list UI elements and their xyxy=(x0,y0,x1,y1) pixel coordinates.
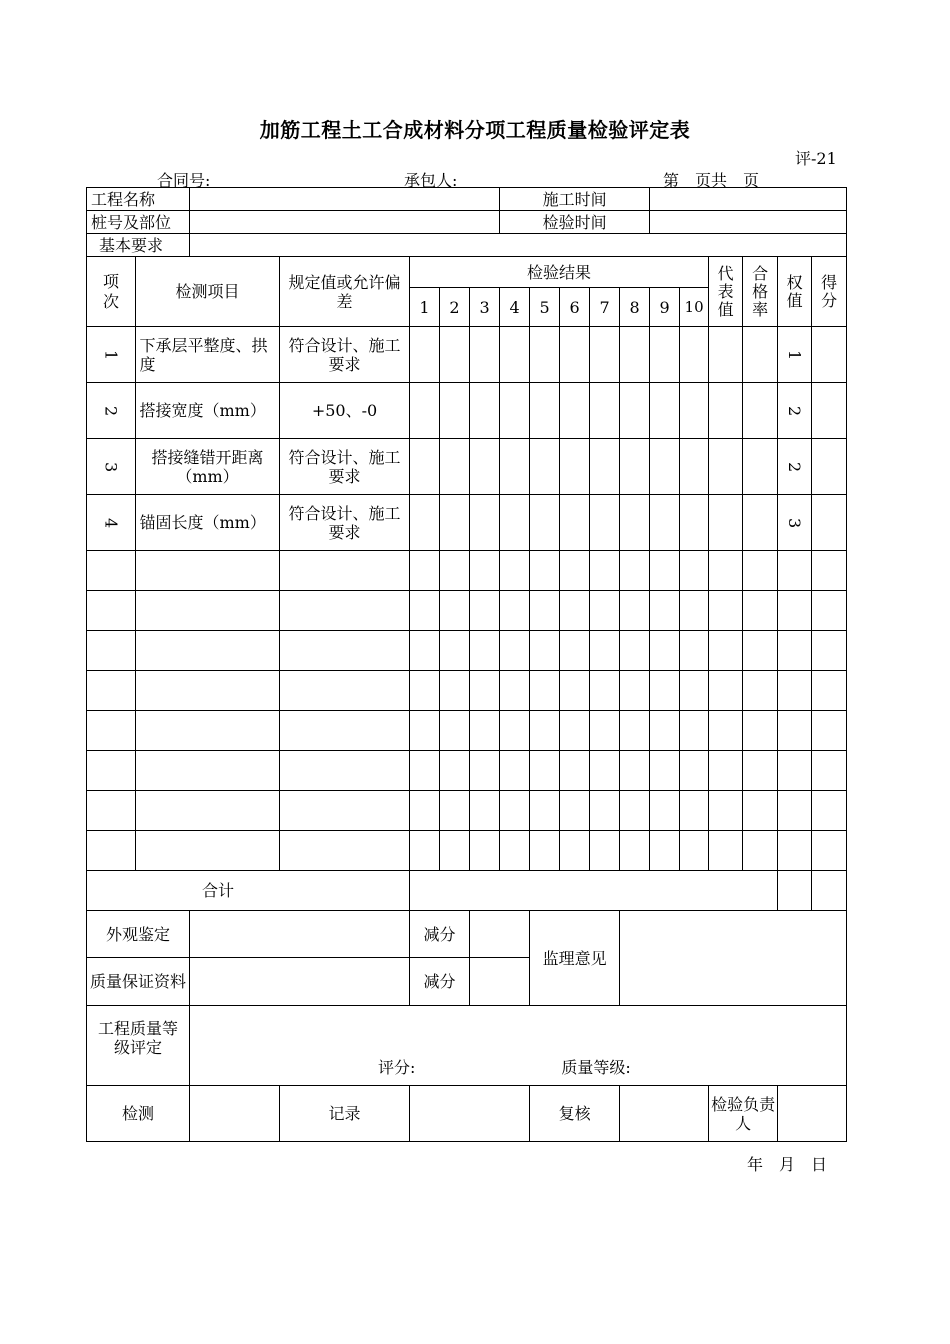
item-no-cell xyxy=(87,591,136,631)
weight-cell xyxy=(778,791,812,831)
item-spec-cell: 符合设计、施工要求 xyxy=(280,439,410,495)
result-cell[interactable] xyxy=(500,751,530,791)
rating-label: 评分: xyxy=(378,1058,416,1077)
total-results[interactable] xyxy=(410,871,778,911)
result-cell[interactable] xyxy=(560,711,590,751)
result-cell[interactable] xyxy=(590,631,620,671)
result-cell[interactable] xyxy=(560,631,590,671)
item-spec-cell xyxy=(280,751,410,791)
score-cell[interactable] xyxy=(812,383,847,439)
result-cell[interactable] xyxy=(410,495,440,551)
weight-cell xyxy=(778,751,812,791)
representative-value-cell[interactable] xyxy=(709,751,743,791)
representative-value-cell[interactable] xyxy=(709,631,743,671)
reviewer-label: 复核 xyxy=(530,1086,620,1142)
pass-rate-cell[interactable] xyxy=(743,711,778,751)
item-spec-cell: 符合设计、施工要求 xyxy=(280,327,410,383)
result-cell[interactable] xyxy=(470,831,500,871)
result-cell[interactable] xyxy=(680,383,709,439)
result-cell[interactable] xyxy=(680,791,709,831)
result-cell[interactable] xyxy=(620,711,650,751)
table-row xyxy=(87,631,847,671)
table-row xyxy=(87,551,847,591)
result-cell[interactable] xyxy=(440,791,470,831)
score-cell[interactable] xyxy=(812,495,847,551)
result-cell[interactable] xyxy=(680,551,709,591)
result-cell[interactable] xyxy=(620,495,650,551)
result-column-header: 6 xyxy=(560,288,590,327)
result-cell[interactable] xyxy=(530,711,560,751)
table-row xyxy=(87,439,847,495)
result-cell[interactable] xyxy=(590,591,620,631)
table-row xyxy=(87,327,847,383)
score-cell[interactable] xyxy=(812,711,847,751)
item-no-cell: 1 xyxy=(87,327,136,383)
appearance-value[interactable] xyxy=(190,911,410,958)
item-name-cell xyxy=(136,831,280,871)
item-no-header: 项次 xyxy=(87,257,136,327)
result-cell[interactable] xyxy=(560,439,590,495)
score-cell[interactable] xyxy=(812,751,847,791)
table-row xyxy=(87,495,847,551)
result-column-header: 10 xyxy=(680,288,709,327)
result-cell[interactable] xyxy=(500,439,530,495)
result-cell[interactable] xyxy=(440,751,470,791)
result-cell[interactable] xyxy=(620,831,650,871)
score-header: 得分 xyxy=(812,257,847,327)
result-cell[interactable] xyxy=(440,671,470,711)
result-column-header: 2 xyxy=(440,288,470,327)
result-cell[interactable] xyxy=(560,383,590,439)
result-cell[interactable] xyxy=(410,791,440,831)
result-cell[interactable] xyxy=(590,327,620,383)
item-spec-cell xyxy=(280,831,410,871)
quality-grade-label: 质量等级: xyxy=(561,1058,631,1077)
result-cell[interactable] xyxy=(680,831,709,871)
result-cell[interactable] xyxy=(650,439,680,495)
score-cell[interactable] xyxy=(812,591,847,631)
item-spec-cell xyxy=(280,791,410,831)
item-no-cell xyxy=(87,631,136,671)
construction-time-label: 施工时间 xyxy=(500,188,650,211)
inspection-time-value[interactable] xyxy=(650,211,847,234)
result-cell[interactable] xyxy=(650,711,680,751)
recorder-label: 记录 xyxy=(280,1086,410,1142)
pass-rate-cell[interactable] xyxy=(743,383,778,439)
item-name-cell xyxy=(136,671,280,711)
representative-value-cell[interactable] xyxy=(709,711,743,751)
result-cell[interactable] xyxy=(650,327,680,383)
weight-cell: 1 xyxy=(778,327,812,383)
result-cell[interactable] xyxy=(500,791,530,831)
representative-value-cell[interactable] xyxy=(709,551,743,591)
result-cell[interactable] xyxy=(530,831,560,871)
result-cell[interactable] xyxy=(680,495,709,551)
pass-rate-cell[interactable] xyxy=(743,327,778,383)
result-cell[interactable] xyxy=(440,831,470,871)
result-cell[interactable] xyxy=(650,751,680,791)
item-no-cell xyxy=(87,671,136,711)
representative-value-cell[interactable] xyxy=(709,327,743,383)
result-cell[interactable] xyxy=(650,671,680,711)
tester-value[interactable] xyxy=(190,1086,280,1142)
date-line: 年 月 日 xyxy=(747,1155,828,1174)
pass-rate-cell[interactable] xyxy=(743,791,778,831)
representative-value-cell[interactable] xyxy=(709,495,743,551)
result-cell[interactable] xyxy=(410,831,440,871)
item-no-cell: 2 xyxy=(87,383,136,439)
result-cell[interactable] xyxy=(560,495,590,551)
result-cell[interactable] xyxy=(440,383,470,439)
score-cell[interactable] xyxy=(812,791,847,831)
result-cell[interactable] xyxy=(470,631,500,671)
result-cell[interactable] xyxy=(500,327,530,383)
result-cell[interactable] xyxy=(410,551,440,591)
result-cell[interactable] xyxy=(680,751,709,791)
representative-value-cell[interactable] xyxy=(709,383,743,439)
result-cell[interactable] xyxy=(560,751,590,791)
basic-requirements-label: 基本要求 xyxy=(87,234,190,257)
representative-value-cell[interactable] xyxy=(709,591,743,631)
item-name-cell xyxy=(136,751,280,791)
score-cell[interactable] xyxy=(812,631,847,671)
item-name-cell xyxy=(136,711,280,751)
result-cell[interactable] xyxy=(560,671,590,711)
result-cell[interactable] xyxy=(500,591,530,631)
weight-cell xyxy=(778,631,812,671)
item-no-cell xyxy=(87,791,136,831)
result-cell[interactable] xyxy=(470,591,500,631)
result-cell[interactable] xyxy=(620,671,650,711)
form-title: 加筋工程土工合成材料分项工程质量检验评定表 xyxy=(259,118,691,142)
project-name-label: 工程名称 xyxy=(87,188,190,211)
result-cell[interactable] xyxy=(470,495,500,551)
result-cell[interactable] xyxy=(470,751,500,791)
contract-no-label: 合同号: xyxy=(157,171,211,190)
result-cell[interactable] xyxy=(500,631,530,671)
result-cell[interactable] xyxy=(440,631,470,671)
result-cell[interactable] xyxy=(590,551,620,591)
result-cell[interactable] xyxy=(530,791,560,831)
weight-cell: 3 xyxy=(778,495,812,551)
result-cell[interactable] xyxy=(590,495,620,551)
station-location-value[interactable] xyxy=(190,211,500,234)
result-cell[interactable] xyxy=(470,791,500,831)
pass-rate-cell[interactable] xyxy=(743,751,778,791)
weight-cell xyxy=(778,711,812,751)
item-spec-cell xyxy=(280,551,410,591)
supervisor-opinion-label: 监理意见 xyxy=(530,911,620,1006)
result-cell[interactable] xyxy=(590,791,620,831)
representative-value-header: 代表值 xyxy=(709,257,743,327)
recorder-value[interactable] xyxy=(410,1086,530,1142)
score-cell[interactable] xyxy=(812,831,847,871)
page-info: 第 页共 页 xyxy=(663,171,760,190)
result-cell[interactable] xyxy=(620,383,650,439)
result-cell[interactable] xyxy=(410,671,440,711)
pass-rate-cell[interactable] xyxy=(743,671,778,711)
result-cell[interactable] xyxy=(680,439,709,495)
quality-docs-label: 质量保证资料 xyxy=(87,958,190,1006)
result-cell[interactable] xyxy=(620,751,650,791)
result-cell[interactable] xyxy=(590,439,620,495)
item-name-cell: 锚固长度（mm） xyxy=(136,495,280,551)
check-item-header: 检测项目 xyxy=(136,257,280,327)
result-cell[interactable] xyxy=(410,751,440,791)
result-cell[interactable] xyxy=(590,831,620,871)
pass-rate-cell[interactable] xyxy=(743,551,778,591)
result-cell[interactable] xyxy=(440,439,470,495)
result-cell[interactable] xyxy=(620,439,650,495)
result-cell[interactable] xyxy=(650,383,680,439)
item-no-cell: 3 xyxy=(87,439,136,495)
project-name-value[interactable] xyxy=(190,188,500,211)
weight-cell xyxy=(778,591,812,631)
weight-cell xyxy=(778,551,812,591)
item-spec-cell: +50、-0 xyxy=(280,383,410,439)
weight-cell: 2 xyxy=(778,383,812,439)
result-cell[interactable] xyxy=(650,495,680,551)
item-spec-cell xyxy=(280,711,410,751)
representative-value-cell[interactable] xyxy=(709,791,743,831)
result-cell[interactable] xyxy=(680,591,709,631)
weight-cell xyxy=(778,831,812,871)
result-cell[interactable] xyxy=(410,631,440,671)
result-cell[interactable] xyxy=(620,551,650,591)
result-column-header: 4 xyxy=(500,288,530,327)
form-code: 评-21 xyxy=(795,149,837,168)
contractor-label: 承包人: xyxy=(404,171,458,190)
result-cell[interactable] xyxy=(530,751,560,791)
result-cell[interactable] xyxy=(680,631,709,671)
result-cell[interactable] xyxy=(500,495,530,551)
table-row xyxy=(87,831,847,871)
station-location-label: 桩号及部位 xyxy=(87,211,190,234)
result-cell[interactable] xyxy=(470,551,500,591)
score-cell[interactable] xyxy=(812,327,847,383)
score-cell[interactable] xyxy=(812,551,847,591)
result-cell[interactable] xyxy=(620,791,650,831)
basic-requirements-value[interactable] xyxy=(190,234,847,257)
result-cell[interactable] xyxy=(650,591,680,631)
result-column-header: 9 xyxy=(650,288,680,327)
result-cell[interactable] xyxy=(530,631,560,671)
result-cell[interactable] xyxy=(560,791,590,831)
result-column-header: 5 xyxy=(530,288,560,327)
table-row xyxy=(87,671,847,711)
table-row xyxy=(87,751,847,791)
result-cell[interactable] xyxy=(650,791,680,831)
table-row xyxy=(87,383,847,439)
result-column-header: 7 xyxy=(590,288,620,327)
item-no-cell xyxy=(87,711,136,751)
item-name-cell xyxy=(136,551,280,591)
result-cell[interactable] xyxy=(530,495,560,551)
deduction-value-2[interactable] xyxy=(470,958,530,1006)
table-row xyxy=(87,591,847,631)
result-cell[interactable] xyxy=(560,551,590,591)
score-cell[interactable] xyxy=(812,439,847,495)
item-no-cell: 4 xyxy=(87,495,136,551)
result-cell[interactable] xyxy=(470,439,500,495)
quality-grade-eval-label: 工程质量等级评定 xyxy=(87,1006,190,1086)
supervisor-opinion-value[interactable] xyxy=(620,911,847,1006)
item-spec-cell: 符合设计、施工要求 xyxy=(280,495,410,551)
item-name-cell: 下承层平整度、拱度 xyxy=(136,327,280,383)
result-cell[interactable] xyxy=(680,327,709,383)
inspection-leader-label: 检验负责人 xyxy=(709,1086,778,1142)
representative-value-cell[interactable] xyxy=(709,671,743,711)
item-spec-cell xyxy=(280,631,410,671)
result-cell[interactable] xyxy=(500,551,530,591)
item-no-cell xyxy=(87,751,136,791)
result-cell[interactable] xyxy=(410,711,440,751)
inspection-results-header: 检验结果 xyxy=(410,257,709,288)
result-cell[interactable] xyxy=(590,383,620,439)
result-cell[interactable] xyxy=(590,671,620,711)
result-cell[interactable] xyxy=(650,831,680,871)
result-cell[interactable] xyxy=(410,327,440,383)
deduction-label-2: 减分 xyxy=(410,958,470,1006)
quality-grade-eval-area[interactable] xyxy=(190,1006,847,1086)
result-cell[interactable] xyxy=(650,551,680,591)
result-cell[interactable] xyxy=(470,711,500,751)
score-cell[interactable] xyxy=(812,671,847,711)
pass-rate-cell[interactable] xyxy=(743,591,778,631)
total-label: 合计 xyxy=(87,871,410,911)
item-spec-cell xyxy=(280,591,410,631)
representative-value-cell[interactable] xyxy=(709,831,743,871)
item-name-cell xyxy=(136,591,280,631)
result-cell[interactable] xyxy=(440,327,470,383)
deduction-value-1[interactable] xyxy=(470,911,530,958)
result-cell[interactable] xyxy=(530,383,560,439)
weight-cell: 2 xyxy=(778,439,812,495)
pass-rate-cell[interactable] xyxy=(743,495,778,551)
result-cell[interactable] xyxy=(530,591,560,631)
result-cell[interactable] xyxy=(680,711,709,751)
result-cell[interactable] xyxy=(530,439,560,495)
result-column-header: 3 xyxy=(470,288,500,327)
quality-docs-value[interactable] xyxy=(190,958,410,1006)
deduction-label-1: 减分 xyxy=(410,911,470,958)
result-cell[interactable] xyxy=(470,671,500,711)
construction-time-value[interactable] xyxy=(650,188,847,211)
result-cell[interactable] xyxy=(560,327,590,383)
pass-rate-cell[interactable] xyxy=(743,831,778,871)
reviewer-value[interactable] xyxy=(620,1086,709,1142)
item-no-cell xyxy=(87,831,136,871)
item-name-cell: 搭接宽度（mm） xyxy=(136,383,280,439)
result-cell[interactable] xyxy=(590,751,620,791)
result-cell[interactable] xyxy=(500,711,530,751)
result-cell[interactable] xyxy=(410,383,440,439)
spec-value-header: 规定值或允许偏差 xyxy=(280,257,410,327)
inspection-time-label: 检验时间 xyxy=(500,211,650,234)
result-cell[interactable] xyxy=(560,591,590,631)
table-row xyxy=(87,711,847,751)
inspection-leader-value[interactable] xyxy=(778,1086,847,1142)
result-cell[interactable] xyxy=(500,831,530,871)
result-cell[interactable] xyxy=(650,631,680,671)
result-cell[interactable] xyxy=(620,327,650,383)
weight-cell xyxy=(778,671,812,711)
item-name-cell: 搭接缝错开距离（mm） xyxy=(136,439,280,495)
result-column-header: 8 xyxy=(620,288,650,327)
result-cell[interactable] xyxy=(500,383,530,439)
result-cell[interactable] xyxy=(530,671,560,711)
item-no-cell xyxy=(87,551,136,591)
result-cell[interactable] xyxy=(680,671,709,711)
result-cell[interactable] xyxy=(620,631,650,671)
result-cell[interactable] xyxy=(620,591,650,631)
result-cell[interactable] xyxy=(470,327,500,383)
item-name-cell xyxy=(136,791,280,831)
total-weight[interactable] xyxy=(778,871,812,911)
result-cell[interactable] xyxy=(410,591,440,631)
result-cell[interactable] xyxy=(440,711,470,751)
weight-header: 权值 xyxy=(778,257,812,327)
table-row xyxy=(87,791,847,831)
representative-value-cell[interactable] xyxy=(709,439,743,495)
tester-label: 检测 xyxy=(87,1086,190,1142)
result-cell[interactable] xyxy=(440,551,470,591)
total-score[interactable] xyxy=(812,871,847,911)
result-cell[interactable] xyxy=(440,591,470,631)
pass-rate-cell[interactable] xyxy=(743,631,778,671)
pass-rate-header: 合格率 xyxy=(743,257,778,327)
item-name-cell xyxy=(136,631,280,671)
result-cell[interactable] xyxy=(440,495,470,551)
result-cell[interactable] xyxy=(530,327,560,383)
pass-rate-cell[interactable] xyxy=(743,439,778,495)
item-spec-cell xyxy=(280,671,410,711)
inspection-form-table xyxy=(86,187,847,1142)
result-cell[interactable] xyxy=(530,551,560,591)
result-cell[interactable] xyxy=(560,831,590,871)
appearance-label: 外观鉴定 xyxy=(87,911,190,958)
result-cell[interactable] xyxy=(500,671,530,711)
result-column-header: 1 xyxy=(410,288,440,327)
result-cell[interactable] xyxy=(590,711,620,751)
result-cell[interactable] xyxy=(410,439,440,495)
result-cell[interactable] xyxy=(470,383,500,439)
